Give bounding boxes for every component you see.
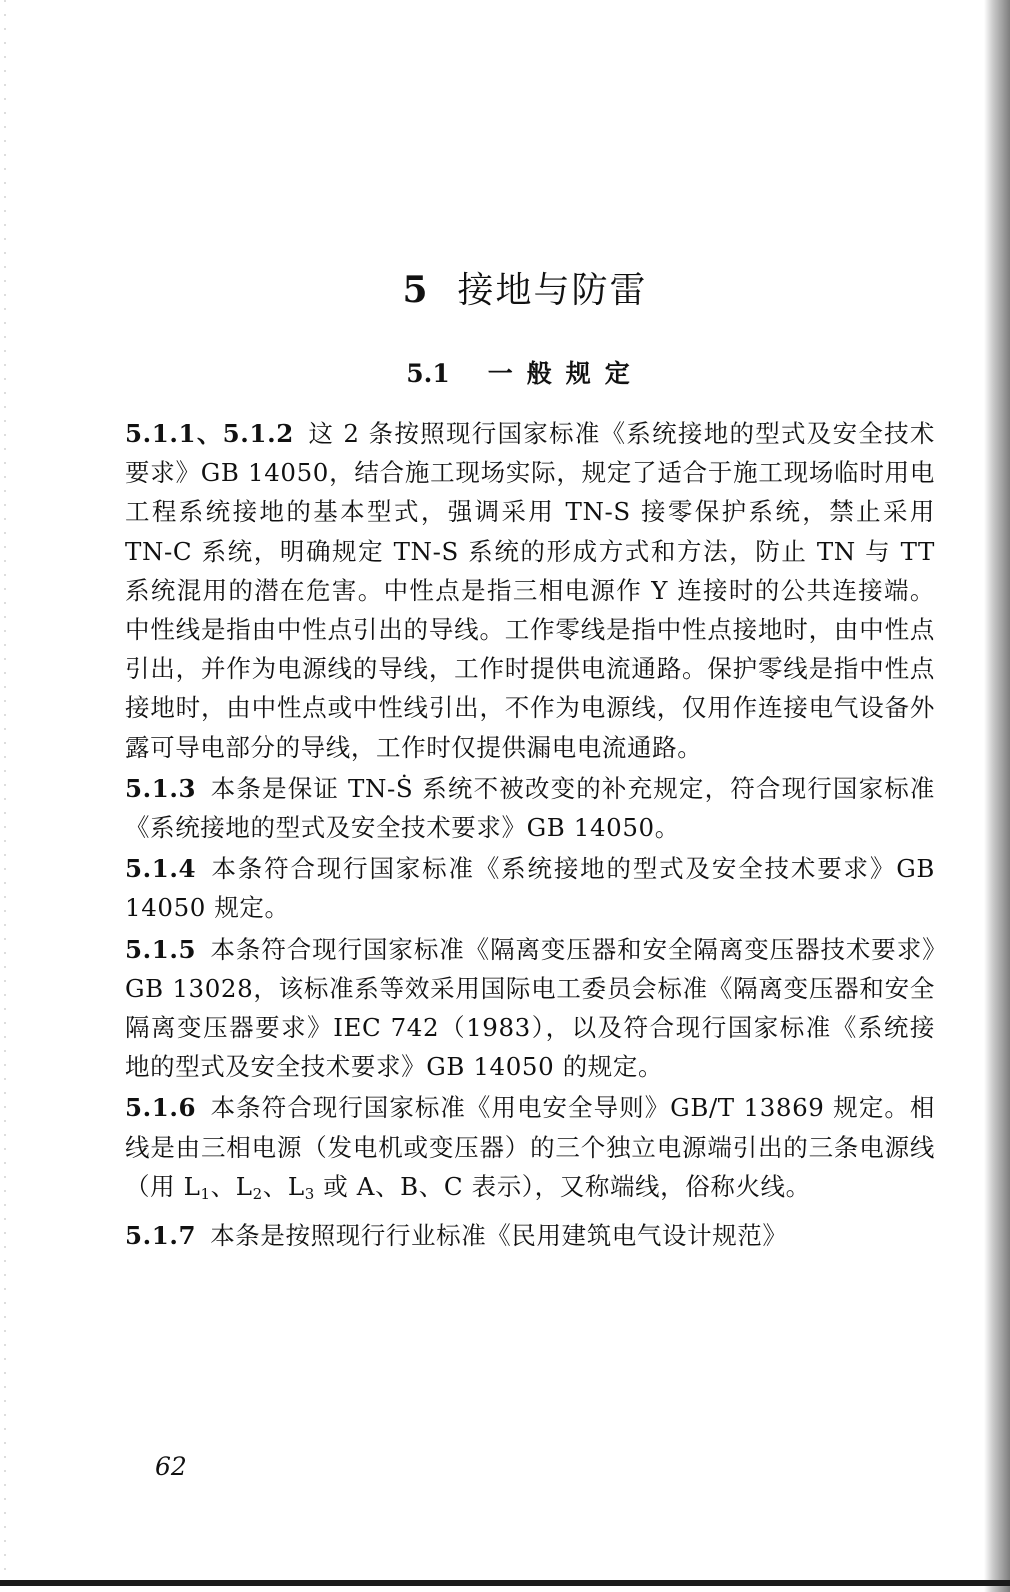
subscript-1: 1 <box>200 1184 211 1203</box>
scan-left-edge <box>4 0 6 1592</box>
clause-paragraph <box>125 930 935 1087</box>
clause-text: 这 2 条按照现行国家标准《系统接地的型式及安全技术要求》GB 14050，结合施工现场实际，规定了适合于施工现场临时用电工程系统接地的基本型式，强调采用 TN-S 接零保护系统，禁止采用 TN-C 系统，明确规定 TN-S 系统的形成方式和方法，防止 TN 与 TT 系统混用的潜在危害。中性点是指三相电源作 Y 连接时的公共连接端。中性线是指由中性点引出的导线。工作零线是指中性点接地时，由中性点引出，并作为电源线的导线，工作时提供电流通路。保护零线是指中性点接地时，由中性点或中性线引出，不作为电源线，仅用作连接电气设备外露可导电部分的导线，工作时仅提供漏电电流通路。 <box>125 419 935 762</box>
clause-number: 5.1.1、5.1.2 <box>125 419 294 448</box>
chapter-number: 5 <box>402 269 430 311</box>
clause-text-before: 本条符合现行国家标准《用电安全导则》GB/T 13869 规定。相线是由三相电源（发电机或变压器）的三个独立电源端引出的三条电源线（用 L <box>125 1093 935 1201</box>
clause-paragraph <box>125 769 935 847</box>
clause-number: 5.1.3 <box>125 773 197 803</box>
section-title: 一般规定 <box>487 359 644 388</box>
clause-paragraph <box>125 1216 935 1255</box>
separator-2: 、L <box>262 1171 305 1201</box>
clause-paragraph <box>125 414 935 767</box>
body-text <box>125 414 935 1255</box>
clause-number: 5.1.6 <box>125 1093 197 1123</box>
clause-number: 5.1.5 <box>125 934 197 964</box>
section-number: 5.1 <box>406 359 450 388</box>
section-heading <box>125 354 925 390</box>
clause-text: 本条符合现行国家标准《隔离变压器和安全隔离变压器技术要求》GB 13028，该标准系等效采用国际电工委员会标准《隔离变压器和安全隔离变压器要求》IEC 742（1983），以及符合现行国家标准《系统接地的型式及安全技术要求》GB 14050 的规定。 <box>125 934 935 1082</box>
scan-bottom-edge <box>0 1580 1010 1586</box>
separator-1: 、L <box>210 1171 253 1201</box>
clause-text: 本条符合现行国家标准《系统接地的型式及安全技术要求》GB 14050 规定。 <box>125 854 935 923</box>
clause-text-after: 或 A、B、C 表示），又称端线，俗称火线。 <box>314 1171 811 1201</box>
subscript-3: 3 <box>304 1184 315 1203</box>
clause-number: 5.1.7 <box>125 1221 197 1251</box>
clause-paragraph <box>125 1088 935 1214</box>
clause-text: 本条是保证 TN-Ṡ 系统不被改变的补充规定，符合现行国家标准《系统接地的型式及安全技术要求》GB 14050。 <box>125 773 935 843</box>
scan-right-edge-shadow <box>984 0 1010 1592</box>
chapter-title: 接地与防雷 <box>457 270 648 311</box>
clause-paragraph <box>125 849 935 927</box>
page-number: 62 <box>155 1452 187 1481</box>
chapter-heading <box>125 262 925 313</box>
subscript-2: 2 <box>252 1184 263 1203</box>
clause-number: 5.1.4 <box>125 854 197 884</box>
clause-text: 本条是按照现行行业标准《民用建筑电气设计规范》 <box>210 1221 788 1251</box>
